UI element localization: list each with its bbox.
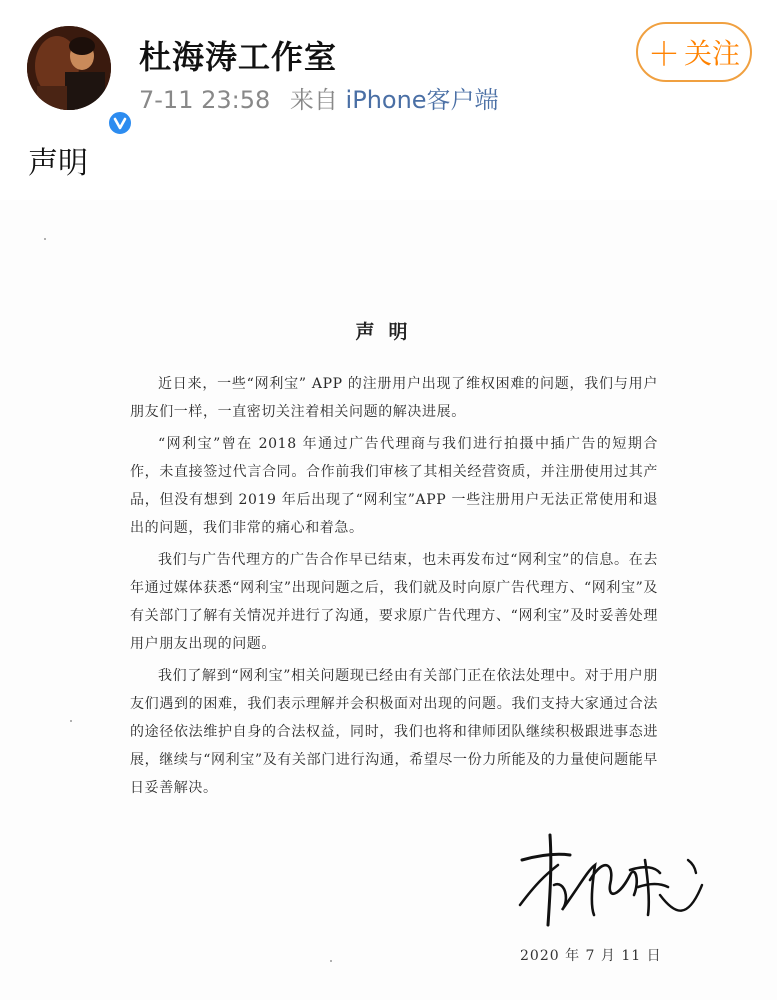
document-body (130, 370, 658, 806)
post-text: 声明 (28, 146, 88, 181)
avatar[interactable] (27, 26, 111, 110)
post-header (0, 0, 777, 125)
source-prefix: 来自 (289, 86, 338, 114)
document-paragraph: 我们了解到“网利宝”相关问题现已经由有关部门正在依法处理中。对于用户朋友们遇到的困难，我们表示理解并会积极面对出现的问题。我们支持大家通过合法的途径依法维护自身的合法权益，同时，我们也将和律师团队继续积极跟进事态进展，继续与“网利宝”及有关部门进行沟通，希望尽一份力所能及的力量使问题能早日妥善解决。 (130, 668, 658, 796)
scan-speck (70, 720, 72, 722)
document-title: 声明 (355, 321, 422, 343)
scan-speck (44, 238, 46, 240)
scan-speck (330, 960, 332, 962)
document-paragraph: 我们与广告代理方的广告合作早已结束，也未再发布过“网利宝”的信息。在去年通过媒体获悉“网利宝”出现问题之后，我们就及时向原广告代理方、“网利宝”及有关部门了解有关情况并进行了沟通，要求原广告代理方、“网利宝”及时妥善处理用户朋友出现的问题。 (130, 552, 658, 652)
document-paragraph: 近日来，一些“网利宝” APP 的注册用户出现了维权困难的问题，我们与用户朋友们一样，一直密切关注着相关问题的解决进展。 (130, 376, 658, 420)
document-paragraph: “网利宝”曾在 2018 年通过广告代理商与我们进行拍摄中插广告的短期合作，未直接签过代言合同。合作前我们审核了其相关经营资质，并注册使用过其产品，但没有想到 2019 年后出现了“网利宝”APP 一些注册用户无法正常使用和退出的问题，我们非常的痛心和着急。 (130, 436, 658, 536)
verified-badge-icon (107, 110, 133, 136)
source-link[interactable]: iPhone客户端 (345, 86, 499, 114)
signature (510, 825, 710, 935)
author-name[interactable]: 杜海涛工作室 (139, 38, 338, 76)
document-date: 2020 年 7 月 11 日 (520, 948, 662, 964)
post-meta (139, 80, 499, 115)
avatar-photo (27, 26, 111, 110)
follow-button[interactable] (636, 22, 752, 82)
follow-label: 关注 (684, 37, 741, 70)
statement-image[interactable] (0, 200, 777, 1000)
plus-icon: ＋ (647, 35, 680, 73)
post-time: 7-11 23:58 (139, 86, 271, 114)
